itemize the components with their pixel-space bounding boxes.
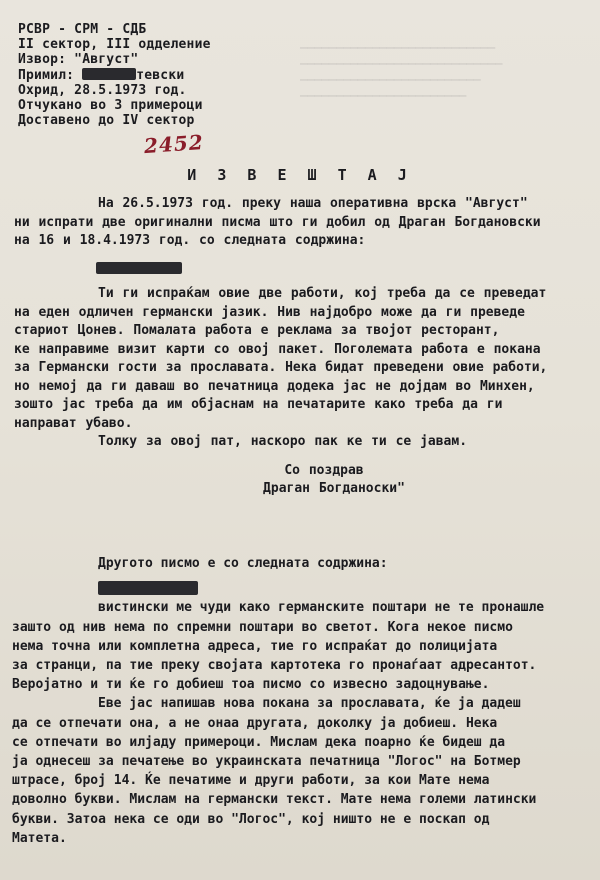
- letter1-line: стариот Цонев. Помалата работа е реклама за твојот ресторант,: [14, 323, 500, 338]
- letter1-line: ке направиме визит карти со овој пакет. Поголемата работа е покана: [14, 341, 541, 357]
- report-title: И З В Е Ш Т А Ј: [187, 166, 413, 184]
- redaction-mark: [98, 581, 198, 595]
- letter1-line: Ти ги испраќам овие две работи, кој треба да се преведат: [98, 286, 547, 301]
- letter1-line: на еден одличен германски јазик. Нив најдобро може да ги преведе: [14, 304, 525, 320]
- intro-line: на 16 и 18.4.1973 год. со следната содржина:: [14, 233, 366, 248]
- letter2-line: доволно букви. Мислам на германски текст. Мате нема големи латински: [12, 792, 537, 808]
- letter2-salutation: [12, 579, 596, 598]
- header-delivered: Доставено до IV сектор: [18, 113, 195, 129]
- signature-name: Драган Богданоски": [263, 481, 405, 496]
- second-letter: [12, 554, 596, 848]
- letter2-line: вистински ме чуди како германските поштари не те пронашле: [98, 600, 545, 616]
- header-source: Извор: "Август": [18, 52, 139, 68]
- letter2-line: Матета.: [12, 830, 67, 846]
- signature-greeting: Со поздрав: [284, 462, 364, 478]
- letter1-line: зошто јас треба да им објаснам на печатарите како треба да ги: [14, 397, 503, 412]
- header-copies: Отчукано во 3 примероци: [18, 98, 203, 114]
- letter2-line: Еве јас напишав нова покана за прославата, ќе ја дадеш: [98, 696, 521, 712]
- closing-line: Толку за овој пат, наскоро пак ке ти се јавам.: [98, 434, 468, 449]
- letter2-line: нема точна или комплетна адреса, тие го испраќат до полицијата: [12, 638, 498, 654]
- letter2-line: зашто од нив нема по спремни поштари во светот. Кога некое писмо: [12, 619, 513, 635]
- letter2-intro: Другото писмо е со следната содржина:: [98, 556, 388, 571]
- letter2-line: да се отпечати она, а не онаа другата, доколку ја добиеш. Нека: [12, 715, 498, 731]
- intro-line: На 26.5.1973 год. преку наша оперативна врска "Август": [98, 196, 528, 211]
- show-through-text: ─────────────────────────── ──────────────────────────── ───────────────────────── ───────────────────────: [300, 41, 503, 103]
- report-body: [14, 195, 594, 499]
- header-sector: II сектор, III одделение: [18, 37, 211, 53]
- handwritten-number: 2452: [143, 129, 205, 159]
- letter2-line: штрасе, број 14. Ќе печатиме и други работи, за кои Мате нема: [12, 773, 490, 789]
- letter2-line: букви. Затоа нека се оди во "Логос", кој ништо не е поскап од: [12, 811, 490, 827]
- letter1-line: но немој да ги даваш во печатница додека јас не дојдам во Минхен,: [14, 378, 535, 394]
- header-received-by: Примил: тевски: [18, 67, 185, 83]
- header-agency: РСВР - СРМ - СДБ: [18, 22, 147, 37]
- document-header: [18, 22, 211, 128]
- letter2-line: се отпечати во илјаду примероци. Мислам дека поарно ќе бидеш да: [12, 734, 506, 750]
- letter1-line: направат убаво.: [14, 415, 133, 431]
- header-place-date: Охрид, 28.5.1973 год.: [18, 82, 187, 98]
- letter2-line: за странци, па тие преку својата картотека го пронаѓаат адресантот.: [12, 658, 537, 674]
- redaction-mark: [96, 262, 182, 274]
- redaction-mark: [82, 68, 136, 80]
- intro-line: ни испрати две оригинални писма што ги добил од Драган Богдановски: [14, 214, 541, 230]
- letter2-line: ја однесеш за печатење во украинската печатница "Логос" на Ботмер: [12, 754, 521, 770]
- letter2-line: Веројатно и ти ќе го добиеш тоа писмо со извесно задоцнување.: [12, 677, 490, 693]
- letter1-line: за Германски гости за прославата. Нека бидат преведени овие работи,: [14, 360, 548, 375]
- redacted-salutation: [14, 261, 594, 280]
